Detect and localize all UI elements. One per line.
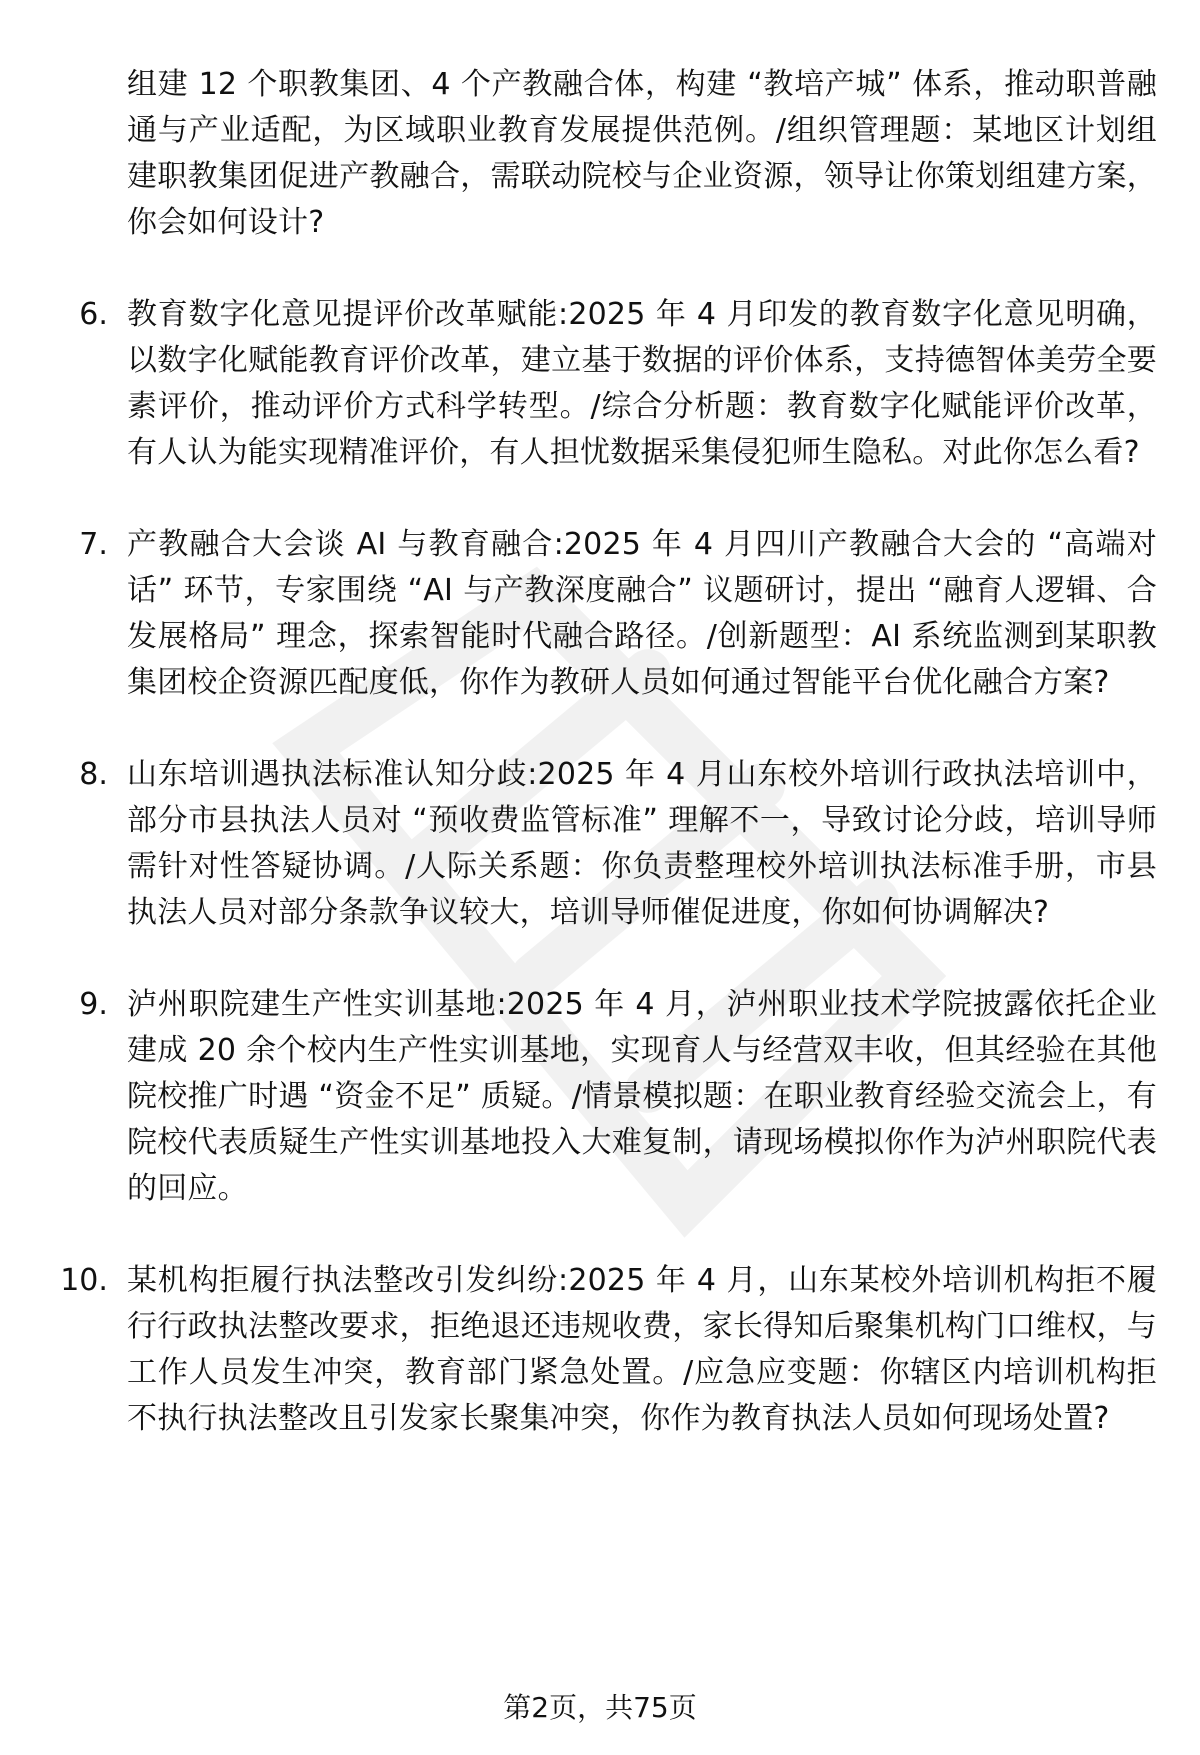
item-text: 某机构拒履行执法整改引发纠纷:2025 年 4 月，山东某校外培训机构拒不履行行政执法整改要求，拒绝退还违规收费，家长得知后聚集机构门口维权，与工作人员发生冲突，教育部门紧急处置。/应急应变题：你辖区内培训机构拒不执行执法整改且引发家长聚集冲突，你作为教育执法人员如何现场处置? bbox=[127, 1263, 1157, 1436]
item-text: 教育数字化意见提评价改革赋能:2025 年 4 月印发的教育数字化意见明确，以数字化赋能教育评价改革，建立基于数据的评价体系，支持德智体美劳全要素评价，推动评价方式科学转型。/综合分析题：教育数字化赋能评价改革，有人认为能实现精准评价，有人担忧数据采集侵犯师生隐私。对此你怎么看? bbox=[127, 297, 1157, 470]
page-number-footer: 第2页，共75页 bbox=[503, 1691, 697, 1724]
item-number: 9. bbox=[79, 987, 108, 1022]
question-item-7 bbox=[0, 522, 1200, 706]
question-item-6 bbox=[0, 292, 1200, 476]
item-text: 泸州职院建生产性实训基地:2025 年 4 月，泸州职业技术学院披露依托企业建成 20 余个校内生产性实训基地，实现育人与经营双丰收，但其经验在其他院校推广时遇 “资金不足” 质疑。/情景模拟题：在职业教育经验交流会上，有院校代表质疑生产性实训基地投入大难复制，请现场模拟你作为泸州职院代表的回应。 bbox=[127, 987, 1157, 1206]
item-number: 7. bbox=[79, 527, 108, 562]
item-text: 山东培训遇执法标准认知分歧:2025 年 4 月山东校外培训行政执法培训中，部分市县执法人员对 “预收费监管标准” 理解不一，导致讨论分歧，培训导师需针对性答疑协调。/人际关系题：你负责整理校外培训执法标准手册，市县执法人员对部分条款争议较大，培训导师催促进度，你如何协调解决? bbox=[127, 757, 1157, 930]
question-item-10 bbox=[0, 1258, 1200, 1442]
item-number: 6. bbox=[79, 297, 108, 332]
item-text: 产教融合大会谈 AI 与教育融合:2025 年 4 月四川产教融合大会的 “高端对话” 环节，专家围绕 “AI 与产教深度融合” 议题研讨，提出 “融育人逻辑、合发展格局” 理念，探索智能时代融合路径。/创新题型：AI 系统监测到某职教集团校企资源匹配度低，你作为教研人员如何通过智能平台优化融合方案? bbox=[127, 527, 1157, 700]
document-body bbox=[0, 62, 1200, 1442]
question-paragraph-5-continued bbox=[0, 62, 1200, 246]
paragraph-text: 组建 12 个职教集团、4 个产教融合体，构建 “教培产城” 体系，推动职普融通与产业适配，为区域职业教育发展提供范例。/组织管理题：某地区计划组建职教集团促进产教融合，需联动院校与企业资源，领导让你策划组建方案，你会如何设计? bbox=[127, 67, 1157, 240]
item-number: 10. bbox=[60, 1263, 108, 1298]
question-item-8 bbox=[0, 752, 1200, 936]
item-number: 8. bbox=[79, 757, 108, 792]
question-item-9 bbox=[0, 982, 1200, 1212]
